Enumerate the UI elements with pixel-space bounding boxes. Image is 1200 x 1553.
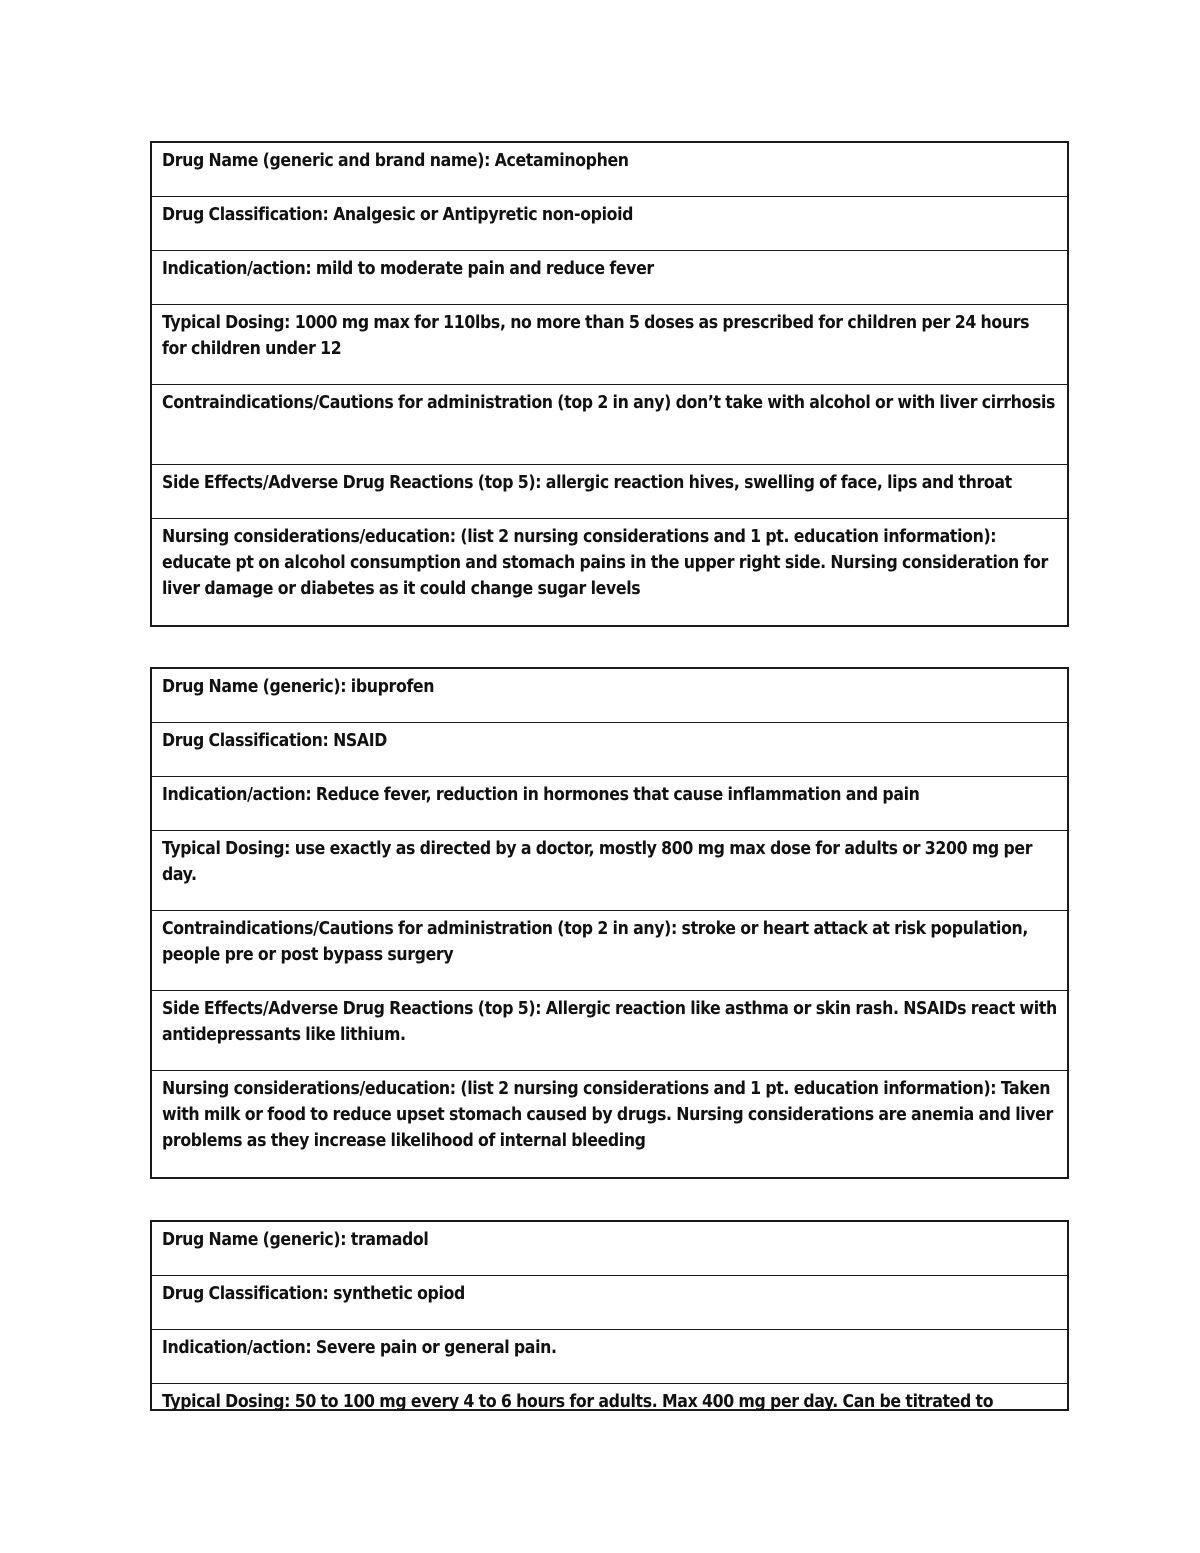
side-effects-row: Side Effects/Adverse Drug Reactions (top 5): Allergic reaction like asthma or skin rash. NSAIDs react with antidepressants like lithium.	[152, 991, 1067, 1071]
typical-dosing-row: Typical Dosing: 1000 mg max for 110lbs, no more than 5 doses as prescribed for children per 24 hours for children under 12	[152, 305, 1067, 385]
drug-classification-row: Drug Classification: Analgesic or Antipyretic non-opioid	[152, 197, 1067, 251]
drug-classification-row: Drug Classification: synthetic opiod	[152, 1276, 1067, 1330]
contraindications-row: Contraindications/Cautions for administration (top 2 in any): stroke or heart attack at risk population, people pre or post bypass surgery	[152, 911, 1067, 991]
nursing-considerations-row: Nursing considerations/education: (list 2 nursing considerations and 1 pt. education information): educate pt on alcohol consumption and stomach pains in the upper right side. Nursing consideration for liver damage or diabetes as it could change sugar levels	[162, 527, 1048, 599]
indication-action-row: Indication/action: Severe pain or general pain.	[152, 1330, 1067, 1384]
typical-dosing-row: Typical Dosing: use exactly as directed by a doctor, mostly 800 mg max dose for adults or 3200 mg per day.	[152, 831, 1067, 911]
nursing-considerations-row: Nursing considerations/education: (list 2 nursing considerations and 1 pt. education information): Taken with milk or food to reduce upset stomach caused by drugs. Nursing considerations are anemia and liver problems as they increase likelihood of internal bleeding	[162, 1079, 1053, 1151]
drug-name-row: Drug Name (generic and brand name): Acetaminophen	[152, 143, 1067, 197]
drug-card-tramadol	[150, 1220, 1069, 1411]
indication-action-row: Indication/action: mild to moderate pain and reduce fever	[152, 251, 1067, 305]
side-effects-row: Side Effects/Adverse Drug Reactions (top 5): allergic reaction hives, swelling of face, lips and throat	[152, 465, 1067, 519]
drug-classification-row: Drug Classification: NSAID	[152, 723, 1067, 777]
drug-name-row: Drug Name (generic): tramadol	[152, 1222, 1067, 1276]
contraindications-row: Contraindications/Cautions for administration (top 2 in any) don’t take with alcohol or with liver cirrhosis	[152, 385, 1067, 465]
drug-card-acetaminophen	[150, 141, 1069, 627]
typical-dosing-row: Typical Dosing: 50 to 100 mg every 4 to 6 hours for adults. Max 400 mg per day. Can be titrated to	[162, 1392, 994, 1412]
indication-action-row: Indication/action: Reduce fever, reduction in hormones that cause inflammation and pain	[152, 777, 1067, 831]
drug-name-row: Drug Name (generic): ibuprofen	[152, 669, 1067, 723]
drug-card-ibuprofen	[150, 667, 1069, 1179]
